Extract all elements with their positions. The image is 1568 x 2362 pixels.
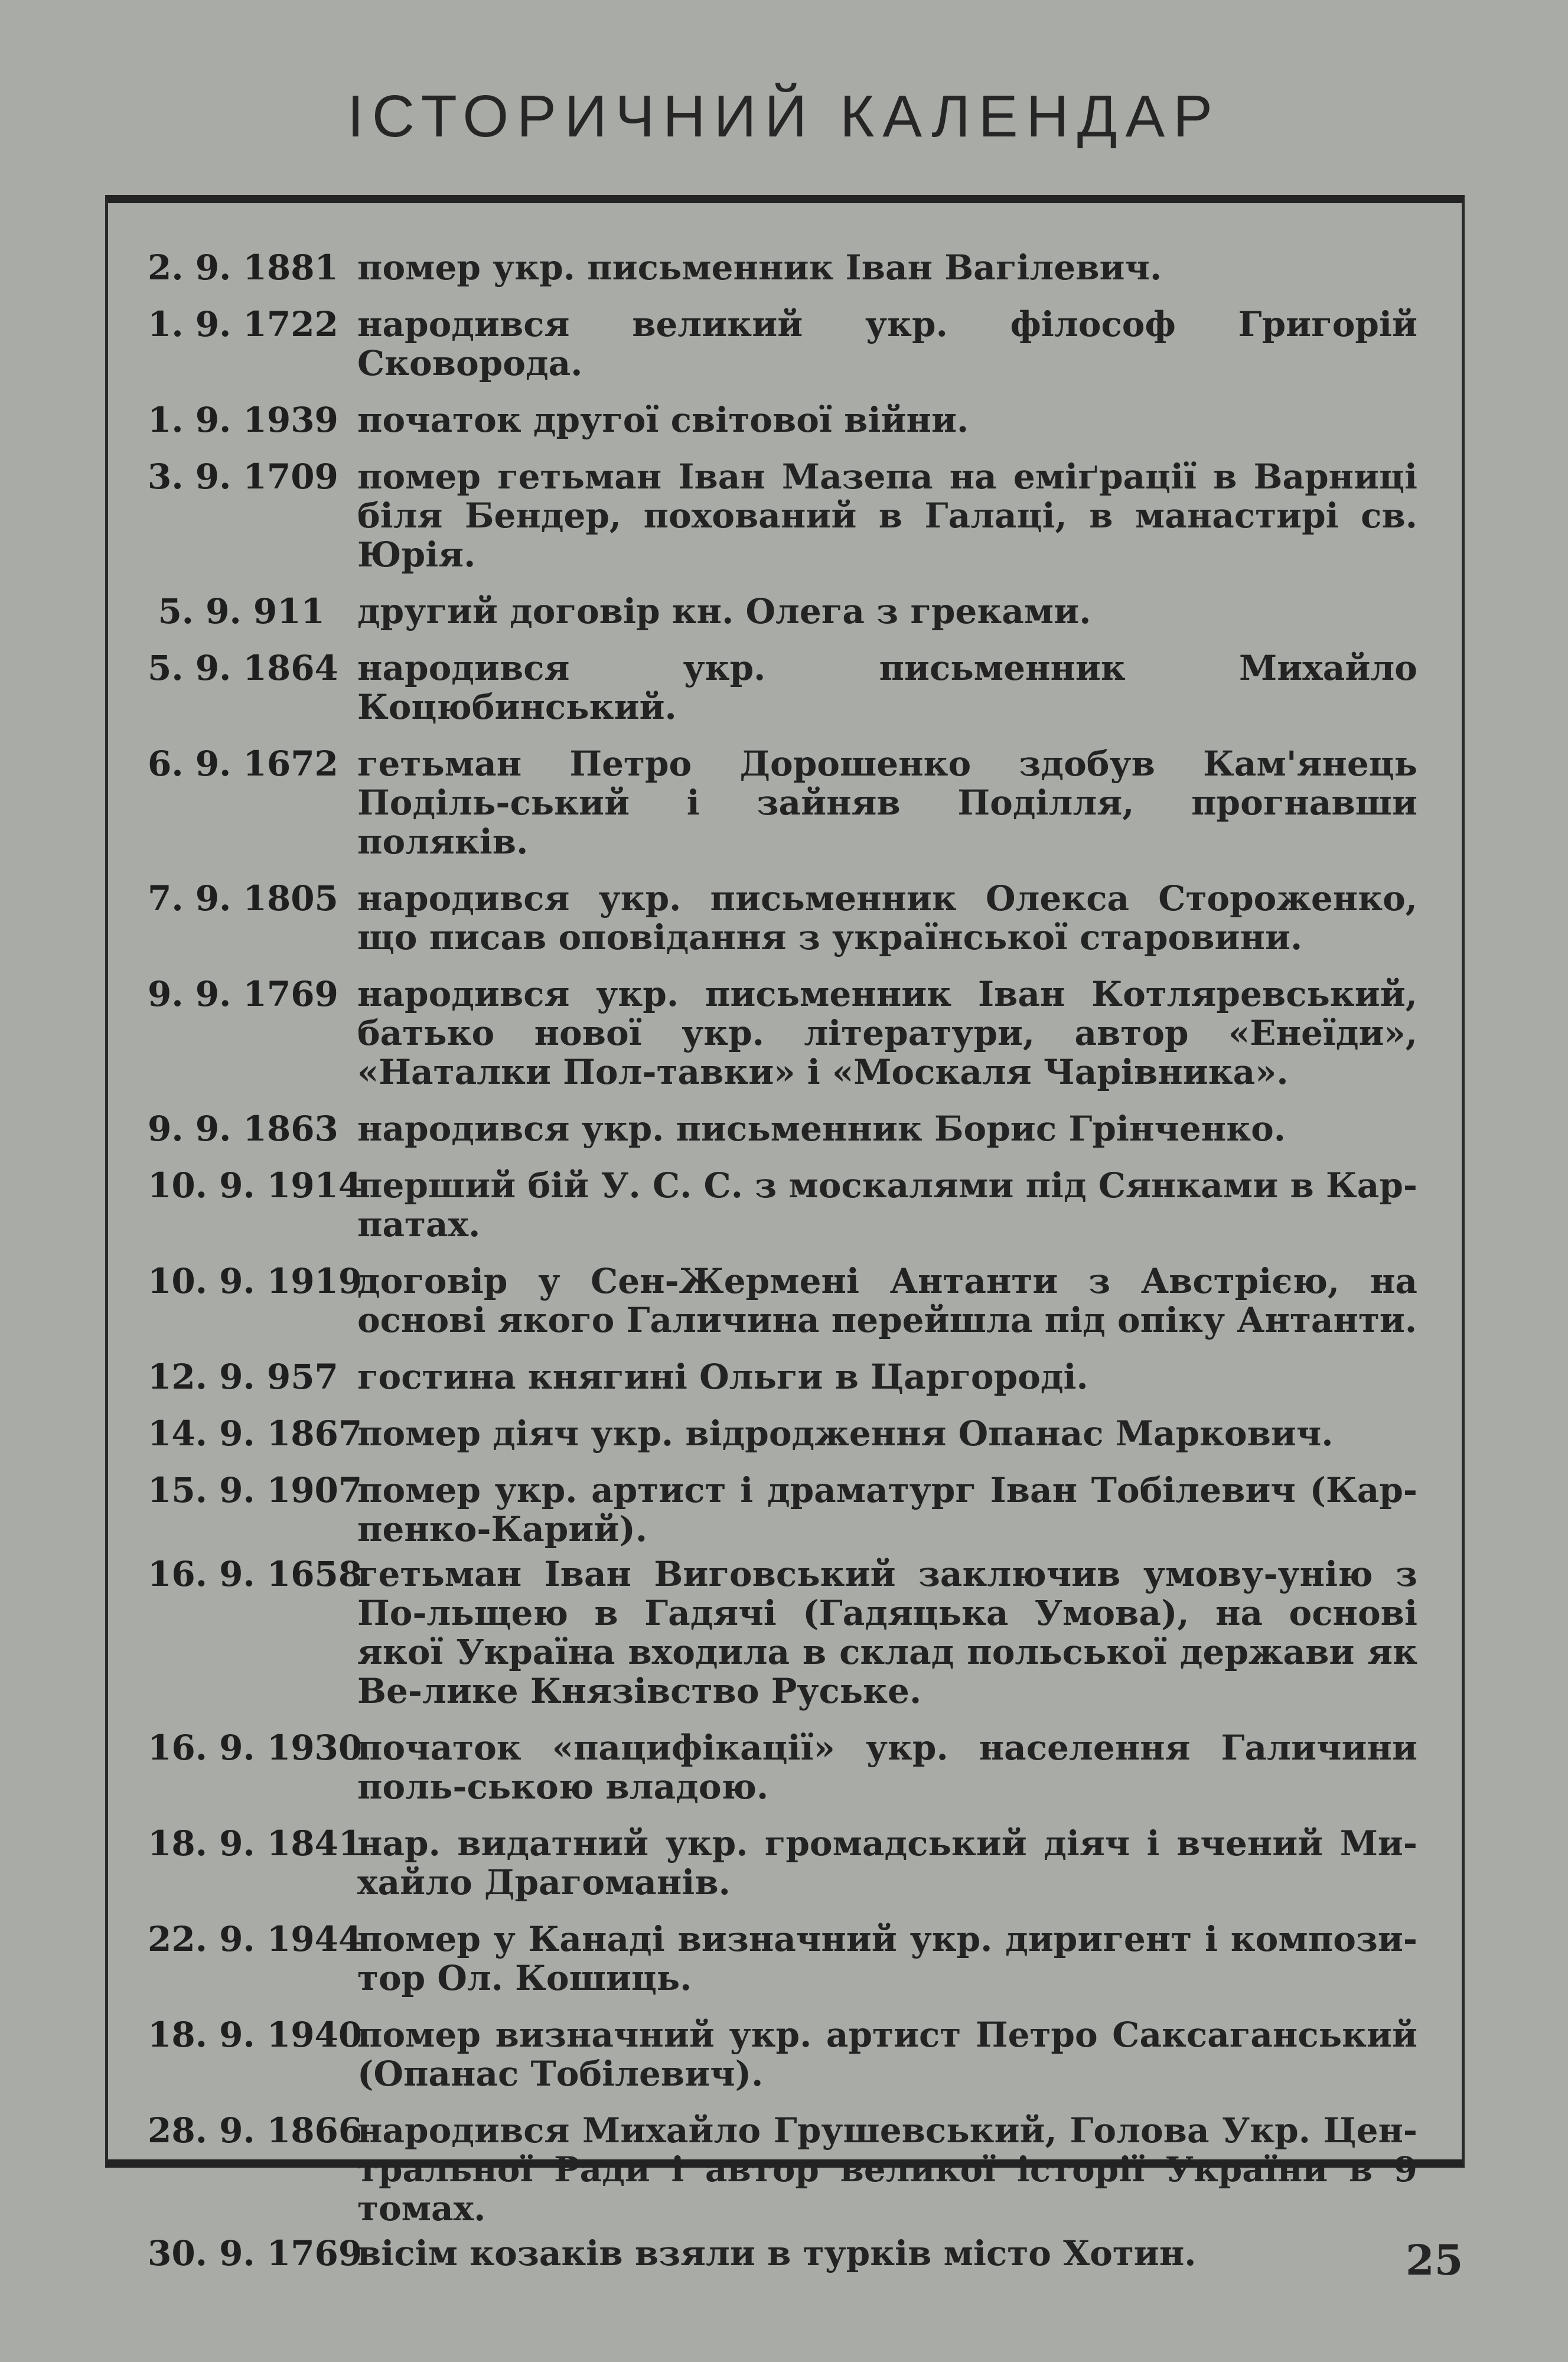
- event-row: [148, 1262, 1417, 1340]
- event-description: народився укр. письменник Іван Котляревський, батько нової укр. літератури, автор «Енеїди», «Наталки Пол-тавки» і «Москаля Чарівника».: [357, 974, 1417, 1092]
- event-date: 15. 9. 1907: [148, 1470, 363, 1510]
- event-date: 10. 9. 1919: [148, 1261, 363, 1301]
- event-description: другий договір кн. Олега з греками.: [357, 591, 1091, 631]
- event-description: помер укр. письменник Іван Вагілевич.: [357, 247, 1162, 288]
- event-row: [148, 1920, 1417, 1998]
- event-row: [148, 1414, 1417, 1453]
- event-row: [148, 2111, 1417, 2228]
- event-row: [148, 1471, 1417, 1549]
- event-description: помер у Канаді визначний укр. диригент і компози-тор Ол. Кошиць.: [357, 1919, 1417, 1998]
- event-date: 12. 9. 957: [148, 1357, 338, 1397]
- event-date: 1. 9. 1722: [148, 304, 338, 344]
- event-row: [148, 1824, 1417, 1902]
- event-row: [148, 2015, 1417, 2093]
- event-date: 14. 9. 1867: [148, 1413, 363, 1454]
- event-row: [148, 1109, 1417, 1148]
- event-date: 10. 9. 1914: [148, 1165, 363, 1206]
- event-row: [148, 1166, 1417, 1244]
- event-date: 5. 9. 911: [158, 591, 325, 631]
- event-description: початок другої світової війни.: [357, 400, 969, 440]
- event-description: помер гетьман Іван Мазепа на еміґрації в Варниці біля Бендер, похований в Галаці, в манастирі св. Юрія.: [357, 457, 1417, 575]
- event-date: 16. 9. 1658: [148, 1554, 363, 1594]
- event-date: 28. 9. 1866: [148, 2110, 363, 2151]
- event-date: 18. 9. 1841: [148, 1823, 363, 1863]
- event-date: 2. 9. 1881: [148, 247, 338, 288]
- event-date: 1. 9. 1939: [148, 400, 338, 440]
- event-date: 22. 9. 1944: [148, 1919, 363, 1959]
- event-description: народився Михайло Грушевський, Голова Укр. Цен-тральної Ради і автор великої історії України в 9 томах.: [357, 2110, 1417, 2229]
- event-description: народився укр. письменник Олекса Стороженко, що писав оповідання з української старовини.: [357, 878, 1417, 957]
- event-row: [148, 457, 1417, 574]
- event-date: 30. 9. 1769: [148, 2233, 363, 2273]
- event-date: 9. 9. 1863: [148, 1109, 338, 1149]
- event-description: народився укр. письменник Михайло Коцюбинський.: [357, 648, 1417, 727]
- events-list: [148, 248, 1417, 2273]
- event-description: нар. видатний укр. громадський діяч і вчений Ми-хайло Драгоманів.: [357, 1823, 1417, 1902]
- event-description: гетьман Іван Виговський заключив умову-унію з По-льщею в Гадячі (Гадяцька Умова), на основі якої Україна входила в склад польської держави як Ве-лике Князівство Руське.: [357, 1554, 1417, 1711]
- event-date: 18. 9. 1940: [148, 2015, 363, 2055]
- event-date: 5. 9. 1864: [148, 648, 338, 688]
- event-row: [148, 2234, 1417, 2273]
- event-row: [148, 744, 1417, 861]
- page-title: ІСТОРИЧНИЙ КАЛЕНДАР: [347, 83, 1221, 149]
- event-row: [148, 879, 1417, 957]
- event-description: гетьман Петро Дорошенко здобув Кам'янець Поділь-ський і зайняв Поділля, прогнавши поляків.: [357, 744, 1417, 862]
- event-row: [148, 1555, 1417, 1711]
- event-description: вісім козаків взяли в турків місто Хотин.: [357, 2233, 1197, 2273]
- event-description: народився великий укр. філософ Григорій Сковорода.: [357, 304, 1417, 383]
- event-date: 16. 9. 1930: [148, 1728, 363, 1768]
- event-date: 6. 9. 1672: [148, 744, 338, 784]
- event-description: договір у Сен-Жермені Антанти з Австрією, на основі якого Галичина перейшла під опіку Антанти.: [357, 1261, 1417, 1340]
- event-description: народився укр. письменник Борис Грінченко.: [357, 1109, 1286, 1149]
- event-description: перший бій У. С. С. з москалями під Сянками в Кар-патах.: [357, 1165, 1417, 1244]
- event-row: [148, 649, 1417, 726]
- event-row: [148, 1728, 1417, 1806]
- page-number: 25: [1406, 2236, 1463, 2285]
- event-row: [148, 305, 1417, 383]
- event-description: гостина княгині Ольги в Царгороді.: [357, 1357, 1088, 1397]
- event-row: [148, 592, 1417, 631]
- event-row: [148, 1357, 1417, 1396]
- event-description: помер діяч укр. відродження Опанас Маркович.: [357, 1413, 1334, 1454]
- event-date: 3. 9. 1709: [148, 457, 338, 497]
- event-description: початок «пацифікації» укр. населення Галичини поль-ською владою.: [357, 1728, 1417, 1807]
- event-date: 7. 9. 1805: [148, 878, 338, 918]
- event-description: помер визначний укр. артист Петро Саксаганський (Опанас Тобілевич).: [357, 2015, 1417, 2094]
- event-row: [148, 248, 1417, 287]
- event-date: 9. 9. 1769: [148, 974, 338, 1014]
- event-row: [148, 400, 1417, 439]
- event-row: [148, 975, 1417, 1092]
- event-description: помер укр. артист і драматург Іван Тобілевич (Кар-пенко-Карий).: [357, 1470, 1417, 1549]
